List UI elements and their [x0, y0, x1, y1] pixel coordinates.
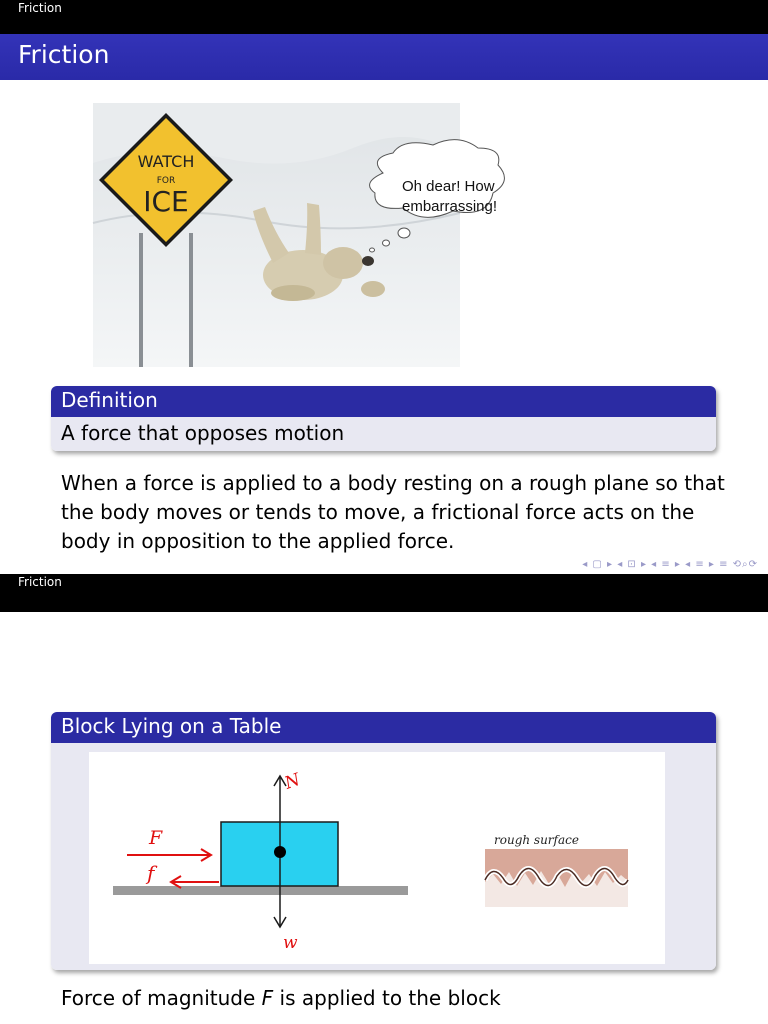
- frame-title-bar: [0, 34, 768, 80]
- beamer-navigation-controls[interactable]: ◂ ▢ ▸ ◂ ⊡ ▸ ◂ ≡ ▸ ◂ ≡ ▸ ≡ ⟲⌕⟳: [582, 559, 758, 570]
- block-on-table-diagram: [89, 752, 665, 964]
- paragraph-line-3: body in opposition to the applied force.: [61, 529, 455, 553]
- paragraph-line-1: When a force is applied to a body resting on a rough plane so that: [61, 471, 725, 495]
- definition-title: Definition: [61, 388, 158, 412]
- block-title: Block Lying on a Table: [61, 714, 282, 738]
- headline-bar: [0, 0, 768, 34]
- thought-line-1: Oh dear! How: [402, 178, 495, 195]
- headline-text: Friction: [18, 575, 62, 589]
- slide-2: [0, 574, 768, 1024]
- frame-title: Friction: [18, 40, 110, 69]
- normal-force-label: N: [282, 769, 303, 794]
- sign-line-2: FOR: [156, 176, 176, 186]
- rough-surface-illustration: [485, 833, 628, 907]
- headline-bar: [0, 574, 768, 612]
- weight-label: w: [283, 933, 298, 953]
- definition-block-body: [51, 417, 716, 451]
- sign-line-1: WATCH: [137, 152, 195, 171]
- thought-line-2: embarrassing!: [402, 198, 498, 215]
- caption-suffix: is applied to the block: [273, 986, 501, 1010]
- definition-text: A force that opposes motion: [61, 421, 345, 445]
- caption-variable: F: [261, 986, 274, 1010]
- sign-line-3: ICE: [143, 185, 189, 218]
- headline-text: Friction: [18, 1, 62, 15]
- applied-force-label: F: [149, 827, 163, 849]
- caption: [61, 984, 751, 1013]
- paragraph-line-2: the body moves or tends to move, a frictional force acts on the: [61, 500, 695, 524]
- friction-force-label: f: [147, 861, 155, 885]
- definition-paragraph: [61, 469, 751, 556]
- center-of-mass-dot: [274, 846, 286, 858]
- polar-bear-photo: [93, 103, 498, 367]
- definition-block-header: [51, 386, 716, 417]
- caption-prefix: Force of magnitude: [61, 986, 262, 1010]
- block-header: [51, 712, 716, 743]
- definition-block: [51, 386, 716, 451]
- table-surface: [113, 886, 408, 895]
- rough-surface-label: rough surface: [494, 833, 579, 847]
